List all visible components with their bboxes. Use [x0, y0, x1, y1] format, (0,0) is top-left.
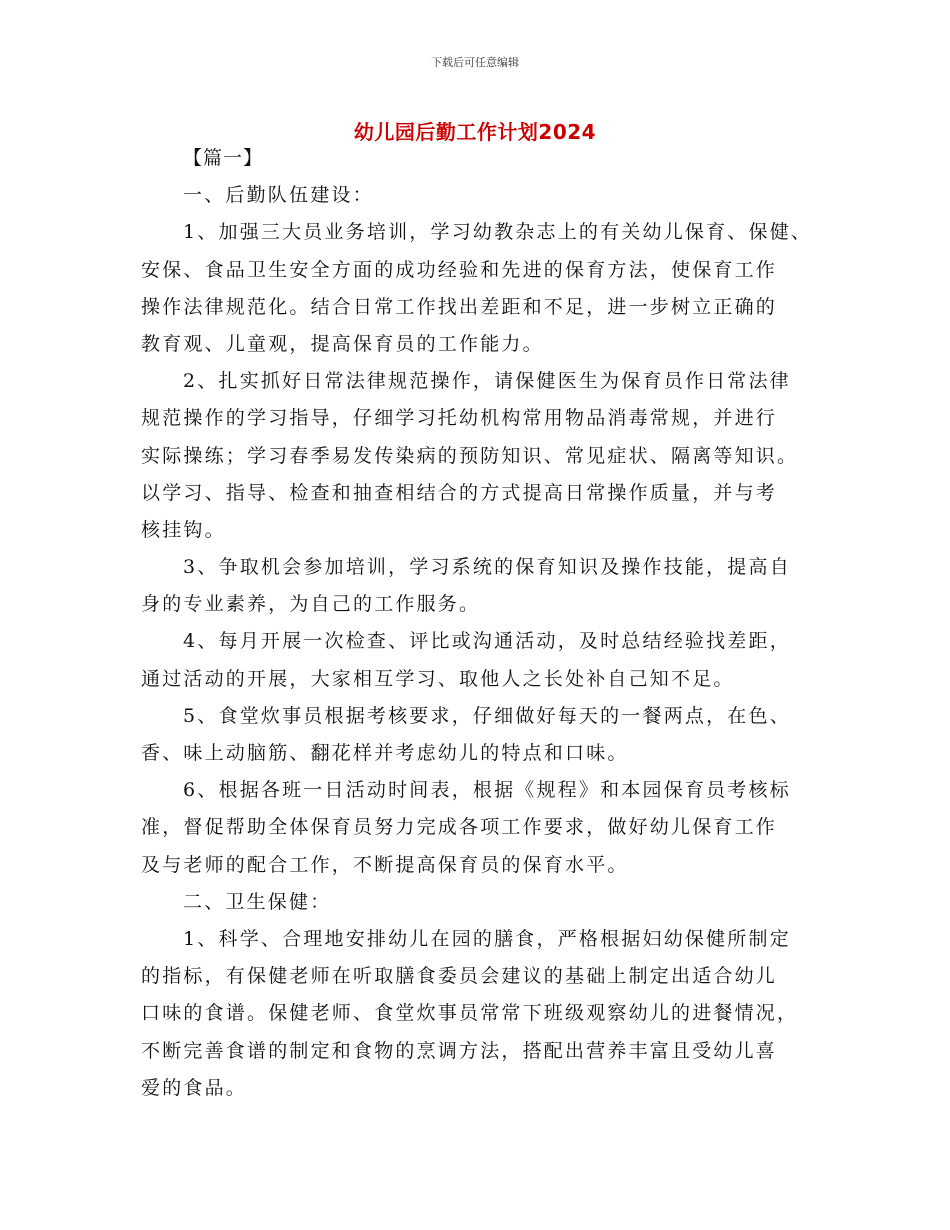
paragraph-line: 规范操作的学习指导，仔细学习托幼机构常用物品消毒常规，并进行 [141, 407, 778, 430]
paragraph-line: 教育观、儿童观，提高保育员的工作能力。 [141, 332, 544, 355]
paragraph-line: 1、加强三大员业务培训，学习幼教杂志上的有关幼儿保育、保健、 [183, 221, 813, 244]
header-note: 下载后可任意编辑 [431, 56, 519, 69]
paragraph-line: 通过活动的开展，大家相互学习、取他人之长处补自己知不足。 [141, 667, 735, 690]
paragraph-line: 2、扎实抓好日常法律规范操作，请保健医生为保育员作日常法律 [183, 370, 791, 393]
paragraph-line: 6、根据各班一日活动时间表，根据《规程》和本园保育员考核标 [183, 779, 791, 802]
section-heading: 二、卫生保健： [183, 890, 332, 913]
paragraph-line: 实际操练；学习春季易发传染病的预防知识、常见症状、隔离等知识。 [141, 444, 799, 467]
document-title: 幼儿园后勤工作计划2024 [353, 120, 597, 144]
paragraph-line: 口味的食谱。保健老师、食堂炊事员常常下班级观察幼儿的进餐情况， [141, 1002, 799, 1025]
paragraph-line: 香、味上动脑筋、翻花样并考虑幼儿的特点和口味。 [141, 742, 629, 764]
paragraph-line: 爱的食品。 [141, 1076, 248, 1099]
paragraph-line: 4、每月开展一次检查、评比或沟通活动，及时总结经验找差距， [183, 630, 791, 653]
paragraph-line: 3、争取机会参加培训，学习系统的保育知识及操作技能，提高自 [183, 556, 791, 579]
document-body [141, 140, 831, 1107]
paragraph-line: 安保、食品卫生安全方面的成功经验和先进的保育方法，使保育工作 [141, 258, 778, 281]
paragraph-line: 的指标，有保健老师在听取膳食委员会建议的基础上制定出适合幼儿 [141, 965, 778, 988]
paragraph-line: 5、食堂炊事员根据考核要求，仔细做好每天的一餐两点，在色、 [183, 704, 791, 727]
paragraph-line: 不断完善食谱的制定和食物的烹调方法，搭配出营养丰富且受幼儿喜 [141, 1039, 778, 1062]
paragraph-line: 以学习、指导、检查和抽查相结合的方式提高日常操作质量，并与考 [141, 481, 778, 504]
paragraph-line: 身的专业素养，为自己的工作服务。 [141, 593, 481, 616]
paragraph-line: 操作法律规范化。结合日常工作找出差距和不足，进一步树立正确的 [141, 295, 778, 318]
part-label: 【篇一】 [183, 147, 264, 169]
paragraph-line: 准，督促帮助全体保育员努力完成各项工作要求，做好幼儿保育工作 [141, 816, 778, 839]
paragraph-line: 核挂钩。 [141, 518, 226, 541]
paragraph-line: 及与老师的配合工作，不断提高保育员的保育水平。 [141, 853, 629, 876]
paragraph-line: 1、科学、合理地安排幼儿在园的膳食，严格根据妇幼保健所制定 [183, 927, 791, 950]
section-heading: 一、后勤队伍建设： [183, 184, 374, 207]
